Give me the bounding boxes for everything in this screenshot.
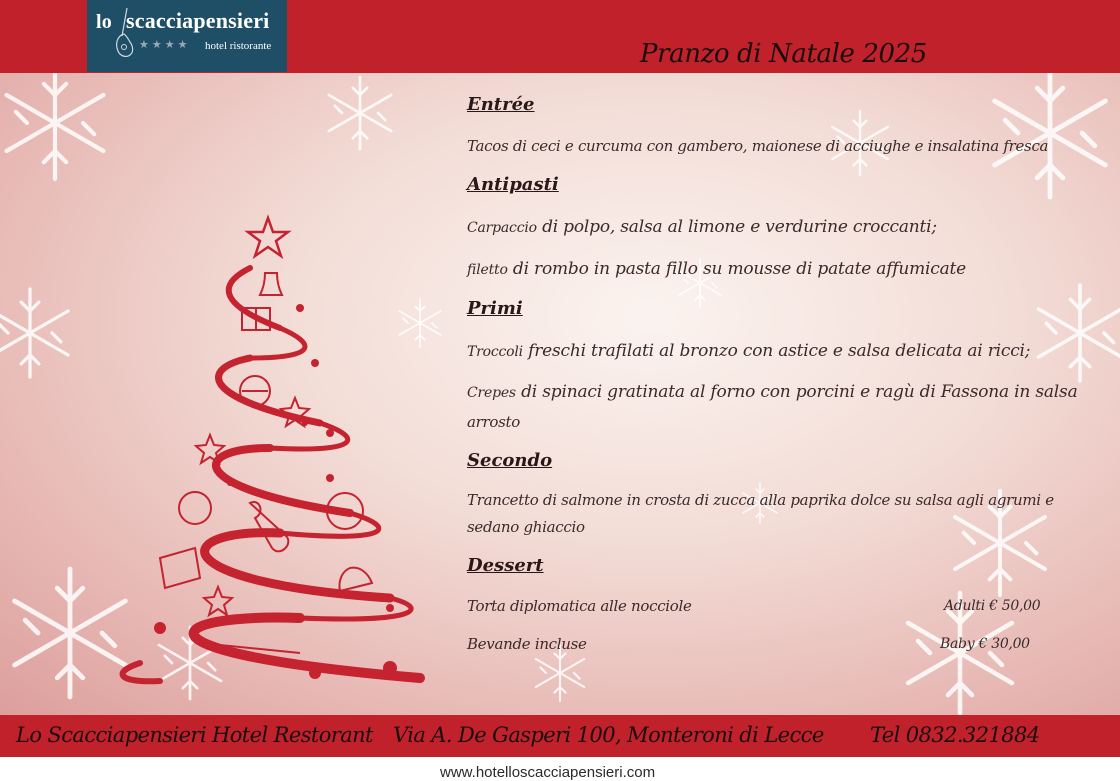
primi-item-2-line2: arrosto bbox=[467, 413, 520, 431]
antipasti-item-2-text: di rombo in pasta fillo su mousse di patate affumicate bbox=[507, 259, 967, 279]
menu-content bbox=[467, 0, 1117, 715]
logo-word-name: scacciapensieri bbox=[125, 8, 270, 33]
primi-item-1-lead: Troccoli bbox=[467, 344, 523, 360]
primi-item-2-lead: Crepes bbox=[467, 385, 516, 401]
footer-address: Via A. De Gasperi 100, Monteroni di Lecce bbox=[393, 723, 824, 747]
primi-item-1 bbox=[467, 341, 1030, 361]
entree-item-1: Tacos di ceci e curcuma con gambero, maionese di acciughe e insalatina fresca bbox=[467, 137, 1049, 155]
secondo-item-1-line2: sedano ghiaccio bbox=[467, 518, 585, 536]
price-baby: Baby € 30,00 bbox=[940, 636, 1030, 652]
section-heading-antipasti: Antipasti bbox=[467, 174, 559, 195]
dessert-item-2: Bevande incluse bbox=[467, 635, 587, 653]
footer-hotel-name: Lo Scacciapensieri Hotel Restorant bbox=[16, 723, 373, 747]
footer-phone: Tel 0832.321884 bbox=[870, 723, 1040, 747]
logo-subtitle: hotel ristorante bbox=[205, 40, 272, 52]
christmas-tree-illustration bbox=[100, 213, 440, 703]
price-adult: Adulti € 50,00 bbox=[944, 598, 1041, 614]
section-heading-primi: Primi bbox=[467, 298, 523, 319]
antipasti-item-2 bbox=[467, 259, 966, 279]
primi-item-1-text: freschi trafilati al bronzo con astice e salsa delicata ai ricci; bbox=[522, 341, 1031, 361]
section-heading-entree: Entrée bbox=[467, 94, 535, 115]
logo-stars: ★★★★ bbox=[139, 38, 191, 51]
antipasti-item-1-text: di polpo, salsa al limone e verdurine croccanti; bbox=[536, 217, 937, 237]
menu-title: Pranzo di Natale 2025 bbox=[640, 39, 927, 69]
antipasti-item-1 bbox=[467, 217, 937, 237]
primi-item-2-text: di spinaci gratinata al forno con porcini e ragù di Fassona in salsa bbox=[515, 382, 1078, 402]
section-heading-dessert: Dessert bbox=[467, 555, 544, 576]
footer-website: www.hotelloscacciapensieri.com bbox=[440, 764, 656, 781]
logo-name bbox=[96, 8, 270, 34]
primi-item-2 bbox=[467, 382, 1078, 402]
secondo-item-1: Trancetto di salmone in crosta di zucca alla paprika dolce su salsa agli agrumi e bbox=[467, 491, 1054, 509]
section-heading-secondo: Secondo bbox=[467, 450, 553, 471]
antipasti-item-1-lead: Carpaccio bbox=[467, 220, 537, 236]
antipasti-item-2-lead: filetto bbox=[467, 262, 508, 278]
footer-band bbox=[0, 715, 1120, 757]
dessert-item-1: Torta diplomatica alle nocciole bbox=[467, 597, 692, 615]
logo-word-lo: lo bbox=[96, 11, 112, 33]
hotel-logo bbox=[87, 0, 287, 72]
